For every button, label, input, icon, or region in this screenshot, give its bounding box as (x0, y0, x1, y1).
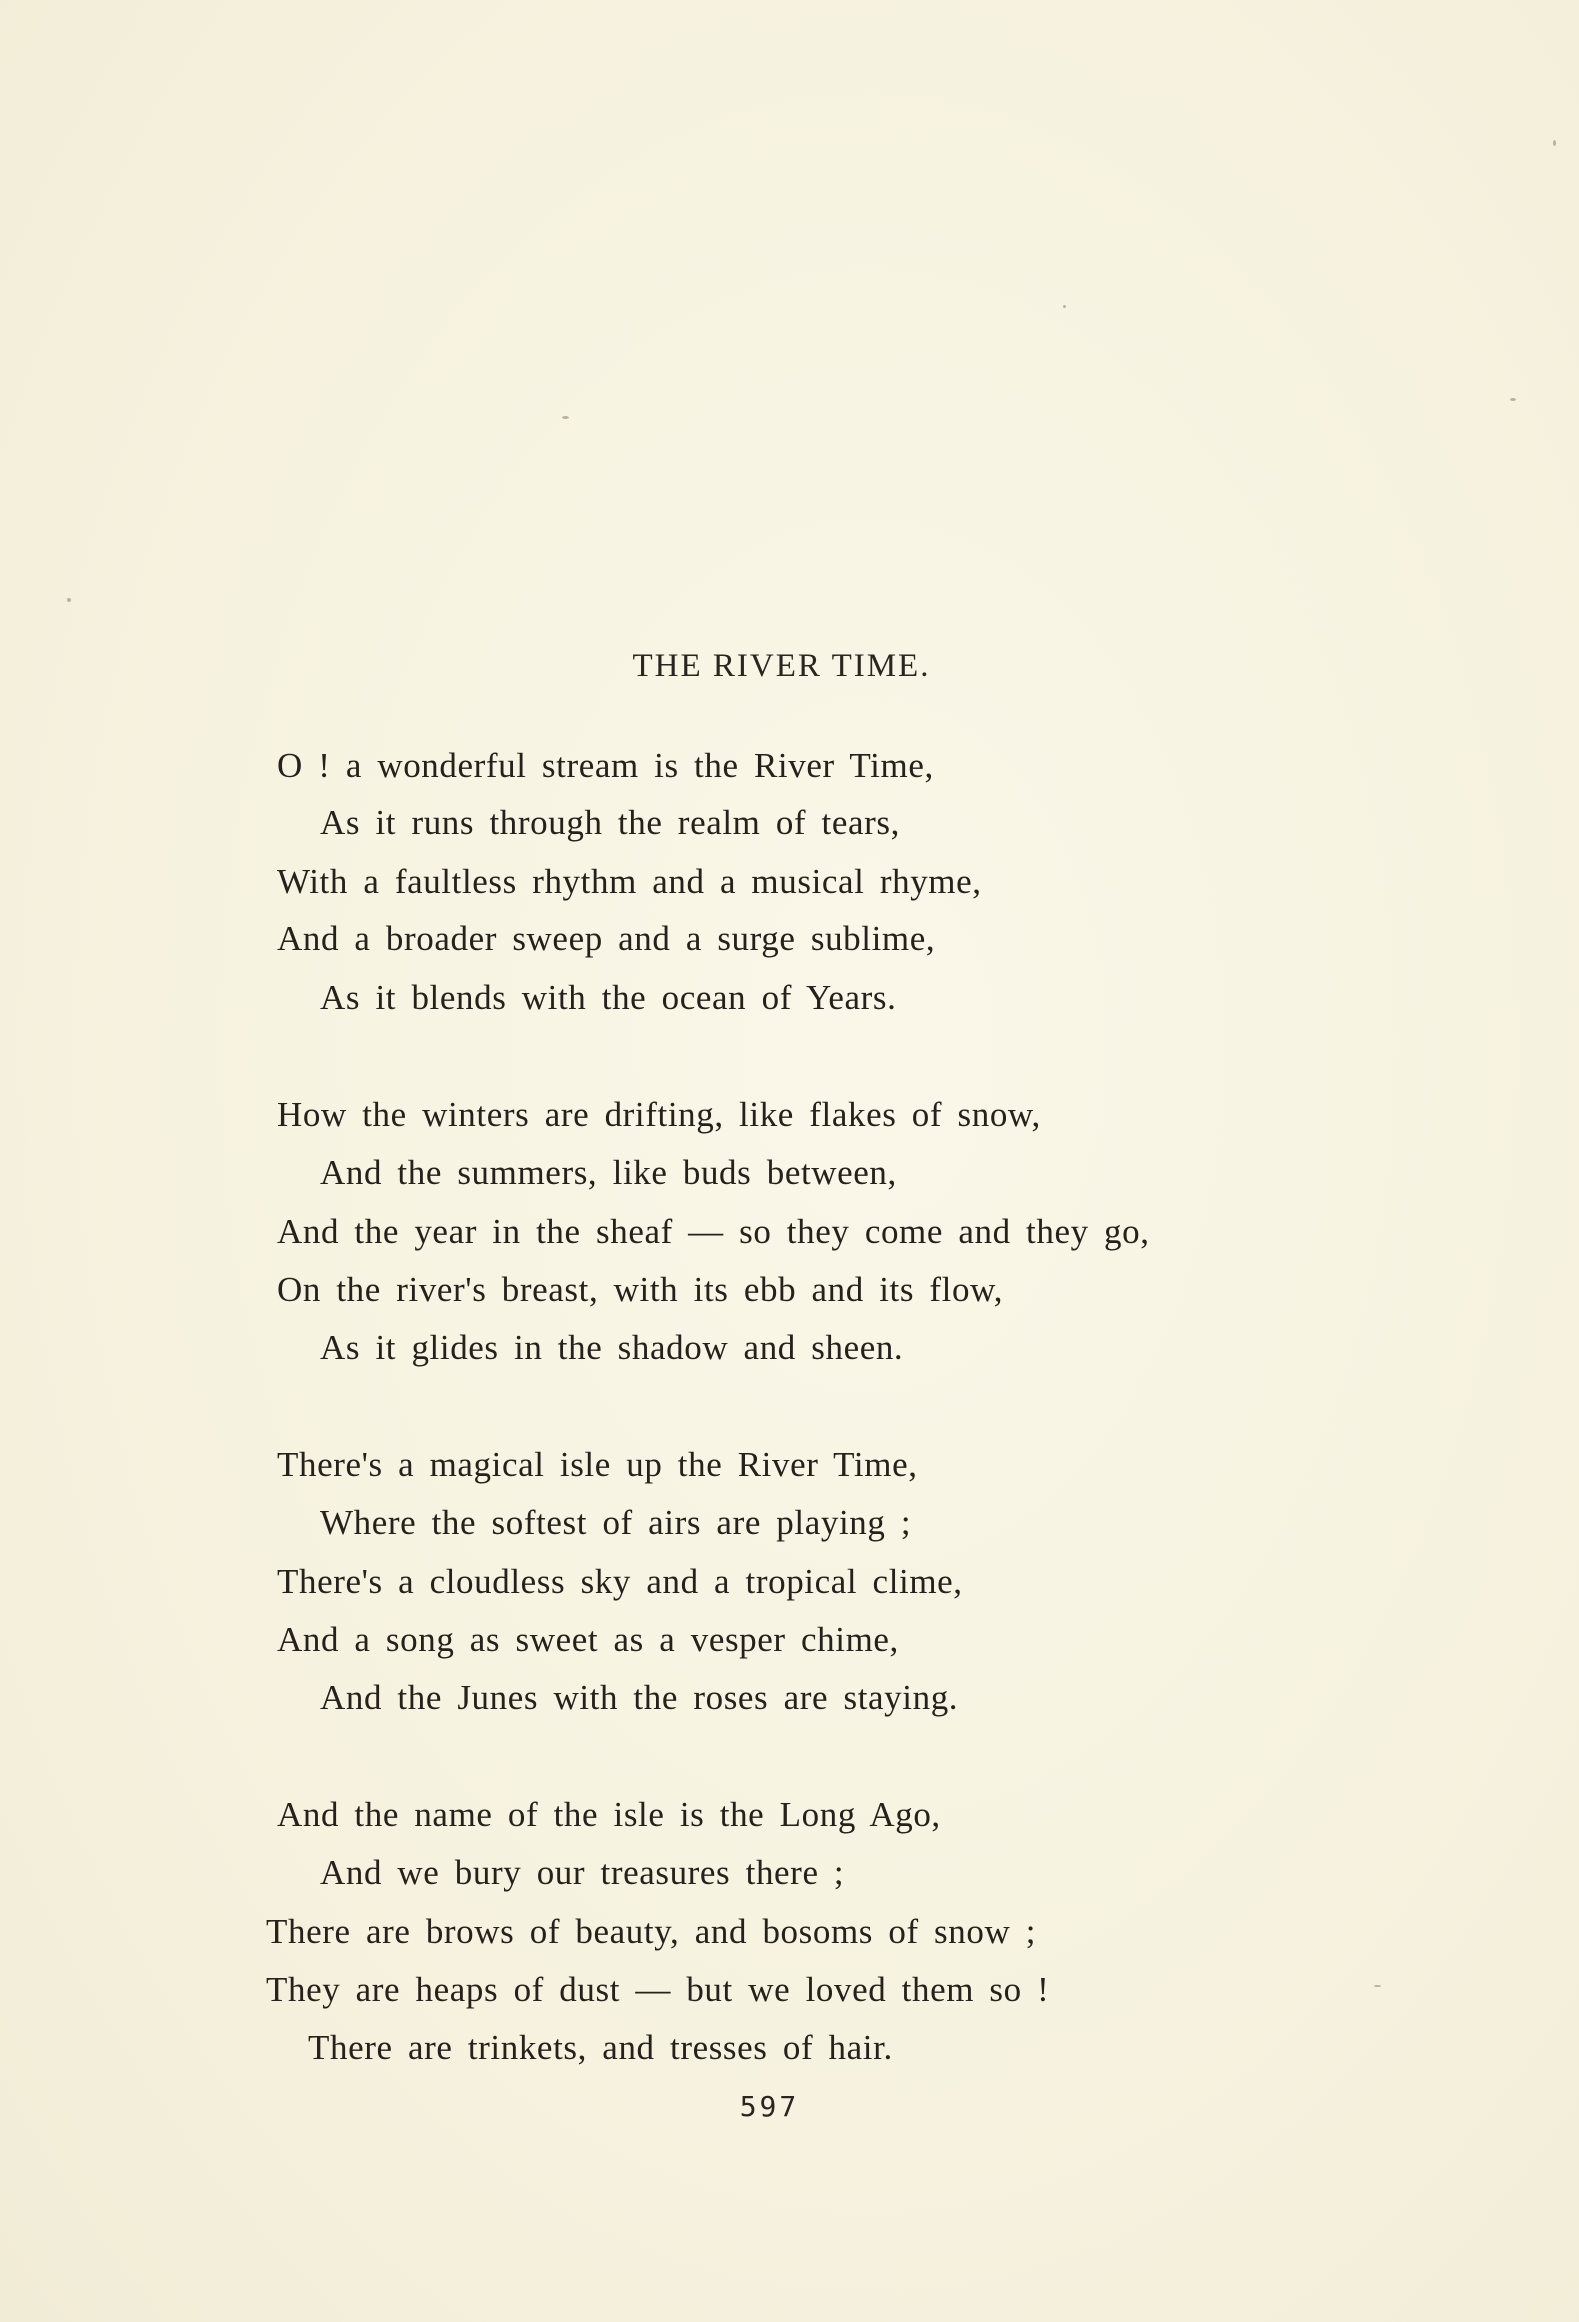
paper-speck (1063, 305, 1066, 308)
poem-line: O ! a wonderful stream is the River Time, (277, 746, 934, 785)
poem-line: How the winters are drifting, like flakes of snow, (277, 1095, 1041, 1134)
paper-speck (1553, 140, 1556, 146)
poem-title: THE RIVER TIME. (632, 648, 931, 684)
paper-speck (1374, 1985, 1381, 1987)
paper-speck (562, 416, 569, 419)
poem-line: And we bury our treasures there ; (320, 1853, 845, 1892)
poem-line: As it runs through the realm of tears, (320, 803, 900, 842)
poem-line: There's a cloudless sky and a tropical clime, (277, 1562, 963, 1601)
poem-line: As it glides in the shadow and sheen. (320, 1328, 904, 1367)
poem-line: And the Junes with the roses are staying. (320, 1678, 959, 1717)
poem-line: On the river's breast, with its ebb and its flow, (277, 1270, 1004, 1309)
poem-line: And a song as sweet as a vesper chime, (277, 1620, 899, 1659)
poem-line: And the summers, like buds between, (320, 1153, 897, 1192)
poem-line: As it blends with the ocean of Years. (320, 978, 897, 1017)
paper-speck (67, 598, 71, 602)
poem-line: There's a magical isle up the River Time, (277, 1445, 918, 1484)
poem-line: And the year in the sheaf — so they come and they go, (277, 1212, 1150, 1251)
poem-line: And a broader sweep and a surge sublime, (277, 919, 936, 958)
poem-line: There are brows of beauty, and bosoms of snow ; (266, 1912, 1037, 1951)
poem-line: With a faultless rhythm and a musical rhyme, (277, 862, 982, 901)
poem-line: And the name of the isle is the Long Ago, (277, 1795, 941, 1834)
page-number: 597 (739, 2090, 800, 2123)
paper-speck (1510, 398, 1516, 401)
poem-line: Where the softest of airs are playing ; (320, 1503, 912, 1542)
poem-line: They are heaps of dust — but we loved them so ! (266, 1970, 1050, 2009)
poem-line: There are trinkets, and tresses of hair. (308, 2028, 893, 2067)
